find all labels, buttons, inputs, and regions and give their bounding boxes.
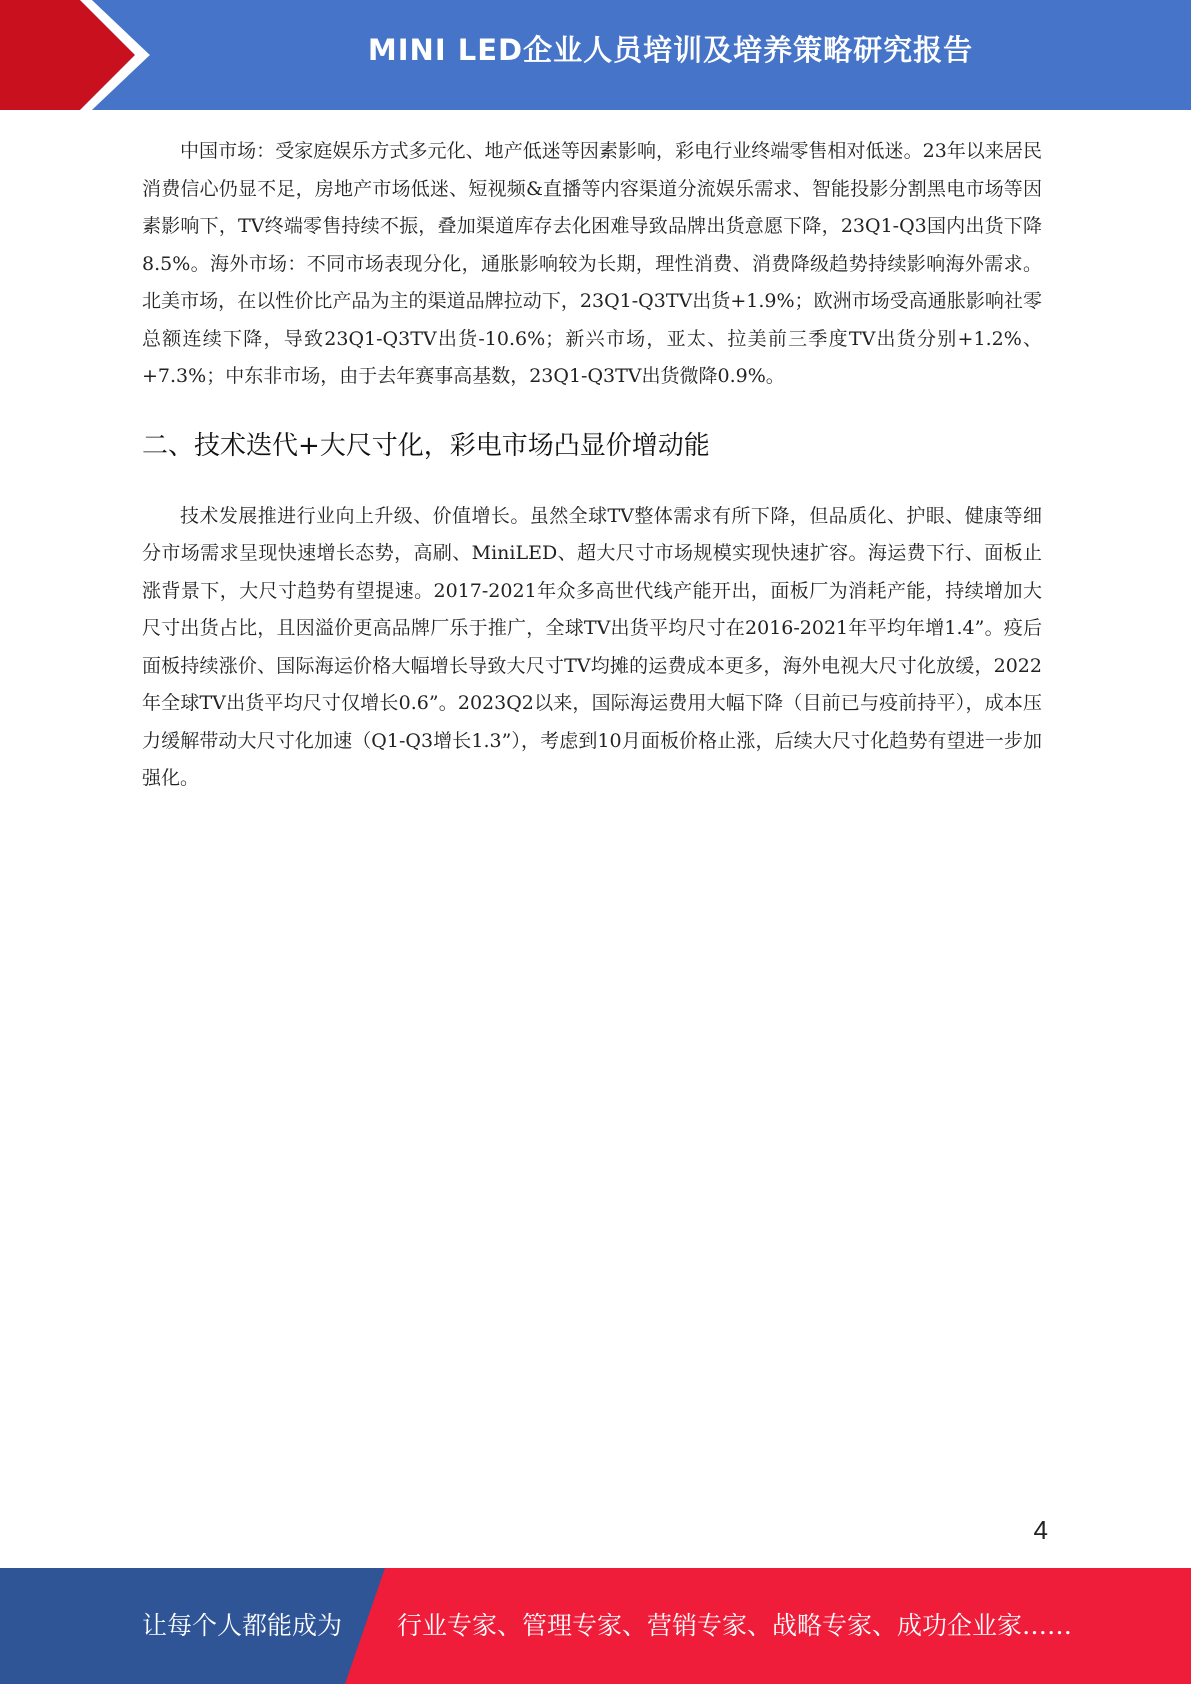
paragraph-technology-trend: 技术发展推进行业向上升级、价值增长。虽然全球TV整体需求有所下降，但品质化、护眼、健康等细分市场需求呈现快速增长态势，高刷、MiniLED、超大尺寸市场规模实现快速扩容。海运费下行、面板止涨背景下，大尺寸趋势有望提速。2017-2021年众多高世代线产能开出，面板厂为消耗产能，持续增加大尺寸出货占比，且因溢价更高品牌厂乐于推广，全球TV出货平均尺寸在2016-2021年平均年增1.4”。疫后面板持续涨价、国际海运价格大幅增长导致大尺寸TV均摊的运费成本更多，海外电视大尺寸化放缓，2022年全球TV出货平均尺寸仅增长0.6”。2023Q2以来，国际海运费用大幅下降（目前已与疫前持平），成本压力缓解带动大尺寸化加速（Q1-Q3增长1.3”），考虑到10月面板价格止涨，后续大尺寸化趋势有望进一步加强化。 [142, 504, 1042, 789]
report-title: MINI LED企业人员培训及培养策略研究报告 [367, 33, 974, 67]
red-chevron-decoration [0, 0, 160, 110]
page-number: 4 [1033, 1515, 1048, 1545]
page-header [0, 0, 1191, 110]
paragraph-market-overview: 中国市场：受家庭娱乐方式多元化、地产低迷等因素影响，彩电行业终端零售相对低迷。23年以来居民消费信心仍显不足，房地产市场低迷、短视频&直播等内容渠道分流娱乐需求、智能投影分割黑电市场等因素影响下，TV终端零售持续不振，叠加渠道库存去化困难导致品牌出货意愿下降，23Q1-Q3国内出货下降8.5%。海外市场：不同市场表现分化，通胀影响较为长期，理性消费、消费降级趋势持续影响海外需求。北美市场，在以性价比产品为主的渠道品牌拉动下，23Q1-Q3TV出货+1.9%；欧洲市场受高通胀影响社零总额连续下降，导致23Q1-Q3TV出货-10.6%；新兴市场，亚太、拉美前三季度TV出货分别+1.2%、+7.3%；中东非市场，由于去年赛事高基数，23Q1-Q3TV出货微降0.9%。 [142, 140, 1042, 387]
section-heading: 二、技术迭代+大尺寸化，彩电市场凸显价增动能 [142, 430, 710, 461]
page-footer [0, 1568, 1191, 1684]
footer-slogan-right: 行业专家、管理专家、营销专家、战略专家、成功企业家…… [397, 1611, 1073, 1640]
footer-slogan-left: 让每个人都能成为 [142, 1611, 343, 1640]
main-content [142, 133, 1042, 798]
